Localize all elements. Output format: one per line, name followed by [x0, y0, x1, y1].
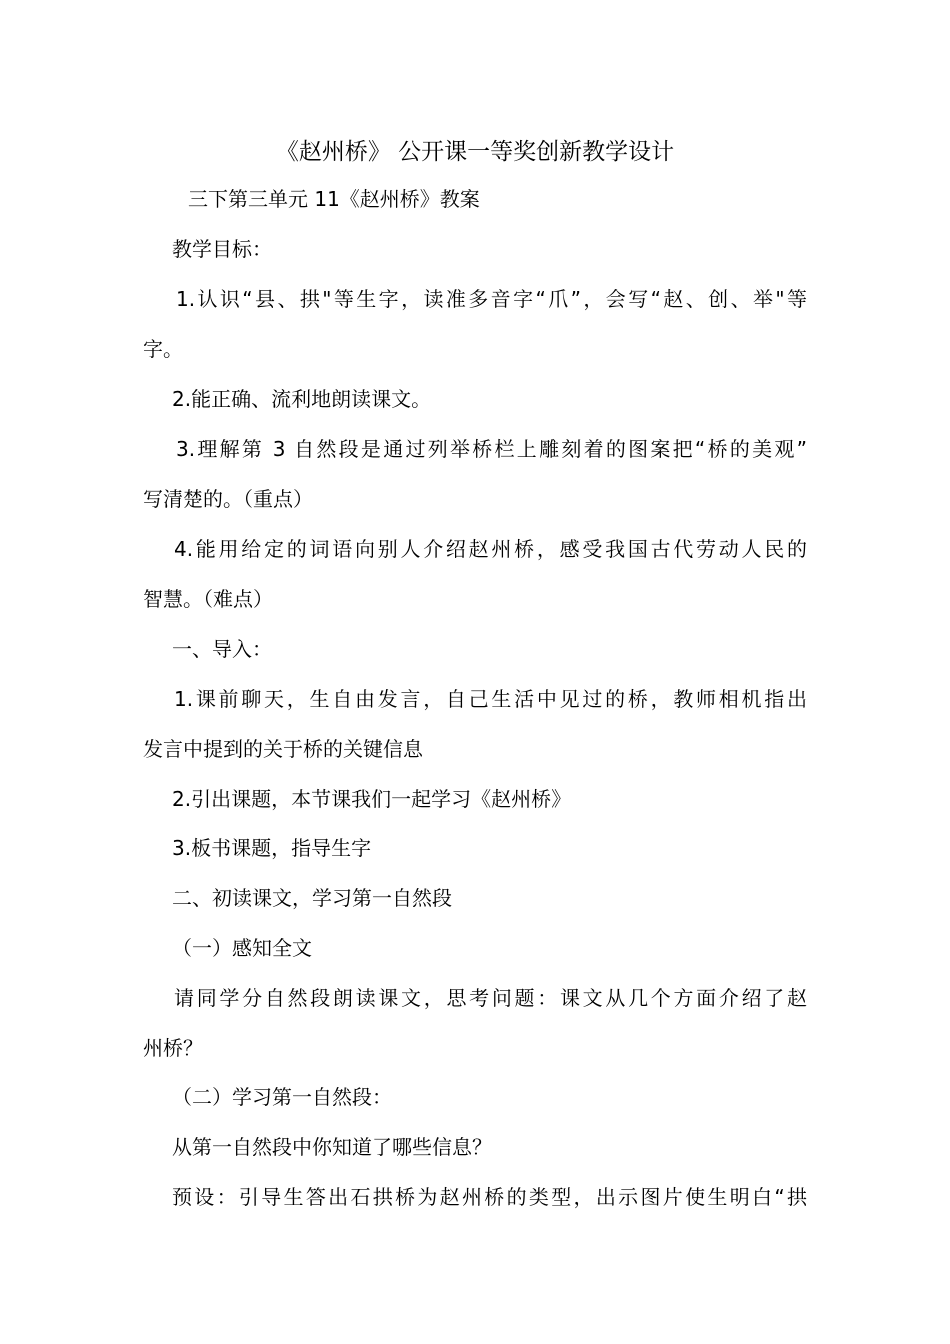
paragraph-line: 2.能正确、流利地朗读课文。	[172, 387, 432, 411]
paragraph-line: 1.认识“县、拱"等生字，读准多音字“爪”，会写“赵、创、举"等	[176, 287, 807, 311]
paragraph-line: 4.能用给定的词语向别人介绍赵州桥，感受我国古代劳动人民的	[174, 537, 807, 561]
paragraph-line: 字。	[143, 337, 183, 361]
section-heading-first-reading: 二、初读课文，学习第一自然段	[172, 886, 452, 910]
paragraph-line: 州桥？	[143, 1036, 203, 1060]
subsection-heading: （一）感知全文	[172, 936, 312, 960]
paragraph-line: 写清楚的。（重点）	[143, 487, 313, 511]
paragraph-line: 2.引出课题，本节课我们一起学习《赵州桥》	[172, 787, 572, 811]
paragraph-line: 1.课前聊天，生自由发言，自己生活中见过的桥，教师相机指出	[174, 687, 807, 711]
section-heading-intro: 一、导入：	[172, 637, 272, 661]
paragraph-line: 请同学分自然段朗读课文，思考问题：课文从几个方面介绍了赵	[174, 986, 807, 1010]
document-subtitle: 三下第三单元 11《赵州桥》教案	[188, 187, 480, 211]
paragraph-line: 从第一自然段中你知道了哪些信息？	[172, 1135, 492, 1159]
paragraph-line: 预设：引导生答出石拱桥为赵州桥的类型，出示图片使生明白“拱	[172, 1185, 807, 1209]
paragraph-line: 智慧。（难点）	[143, 587, 273, 611]
paragraph-line: 3.板书课题，指导生字	[172, 836, 372, 860]
paragraph-line: 发言中提到的关于桥的关键信息	[143, 737, 423, 761]
document-title: 《赵州桥》 公开课一等奖创新教学设计	[275, 139, 675, 165]
section-heading-objectives: 教学目标：	[172, 237, 272, 261]
subsection-heading: （二）学习第一自然段：	[172, 1085, 392, 1109]
paragraph-line: 3.理解第 3 自然段是通过列举桥栏上雕刻着的图案把“桥的美观”	[176, 437, 807, 461]
